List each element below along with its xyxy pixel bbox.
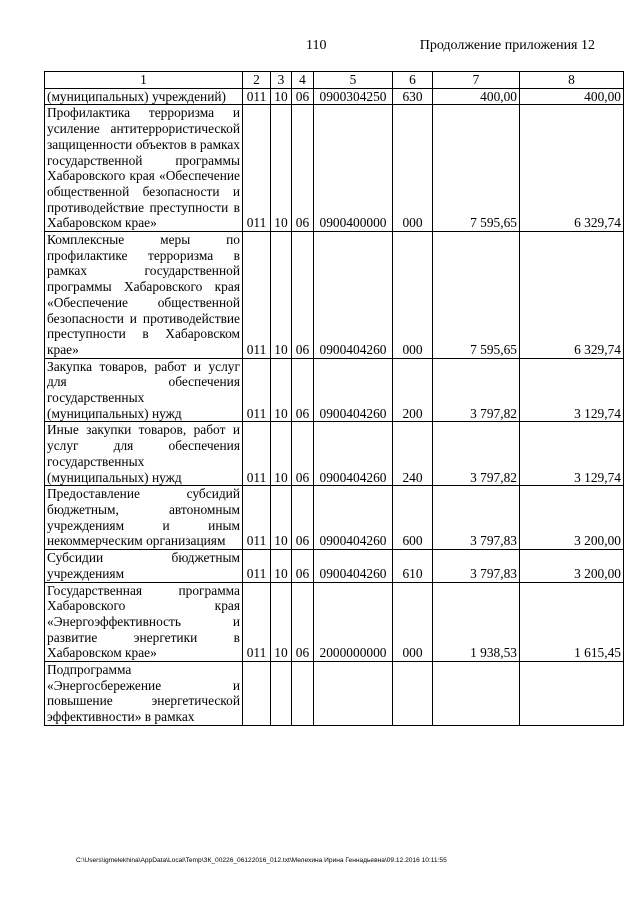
amount-cell: 3 797,83 [433,550,520,582]
section-cell: 10 [271,486,292,550]
amount-cell: 3 797,83 [433,486,520,550]
amount-cell: 3 797,82 [433,422,520,486]
target-article-cell: 0900404260 [314,550,393,582]
section-cell: 10 [271,582,292,662]
page-number: 110 [306,38,327,53]
table-row [45,582,624,662]
expense-type-cell: 600 [393,486,433,550]
subsection-cell: 06 [292,422,314,486]
section-cell: 10 [271,105,292,232]
section-cell [271,662,292,726]
amount-cell: 3 129,74 [520,358,624,422]
amount-cell: 400,00 [433,88,520,105]
target-article-cell: 0900304250 [314,88,393,105]
expense-type-cell: 000 [393,582,433,662]
amount-cell [520,662,624,726]
expense-type-cell: 000 [393,105,433,232]
amount-cell: 3 200,00 [520,550,624,582]
column-header: 2 [243,72,271,89]
ministry-code-cell: 011 [243,582,271,662]
amount-cell: 3 797,82 [433,358,520,422]
subsection-cell [292,662,314,726]
amount-cell: 7 595,65 [433,232,520,359]
subsection-cell: 06 [292,486,314,550]
column-header: 7 [433,72,520,89]
expense-type-cell: 200 [393,358,433,422]
item-name-cell: Профилактика терроризма и усиление антитеррористической защищенности объектов в рамках государственной программы Хабаровского края «Обеспечение общественной безопасности и противодействие преступности в Хабаровском крае» [45,105,243,232]
column-header-row [45,72,624,89]
amount-cell [433,662,520,726]
section-cell: 10 [271,232,292,359]
budget-table [44,71,624,726]
item-name-cell: Субсидии бюджетным учреждениям [45,550,243,582]
amount-cell: 3 129,74 [520,422,624,486]
item-name-cell: Подпрограмма «Энергосбережение и повышение энергетической эффективности» в рамках [45,662,243,726]
column-header: 4 [292,72,314,89]
subsection-cell: 06 [292,582,314,662]
table-row [45,232,624,359]
ministry-code-cell: 011 [243,88,271,105]
amount-cell: 6 329,74 [520,232,624,359]
column-header: 6 [393,72,433,89]
file-path-footer: C:\Users\igmelekhina\AppData\Local\Temp\ЗК_00226_06122016_012.txt\Мелехина Ирина Геннадьевна\09.12.2016 10:11:55 [76,857,447,864]
table-row [45,105,624,232]
column-header: 3 [271,72,292,89]
subsection-cell: 06 [292,550,314,582]
target-article-cell: 0900404260 [314,422,393,486]
ministry-code-cell: 011 [243,422,271,486]
amount-cell: 1 938,53 [433,582,520,662]
amount-cell: 6 329,74 [520,105,624,232]
section-cell: 10 [271,358,292,422]
table-row [45,358,624,422]
page-caption: Продолжение приложения 12 [419,38,595,53]
item-name-cell: Комплексные меры по профилактике терроризма в рамках государственной программы Хабаровского края «Обеспечение общественной безопасности и противодействие преступности в Хабаровском крае» [45,232,243,359]
amount-cell: 400,00 [520,88,624,105]
expense-type-cell: 240 [393,422,433,486]
item-name-cell: (муниципальных) учреждений) [45,88,243,105]
table-row [45,88,624,105]
section-cell: 10 [271,422,292,486]
ministry-code-cell: 011 [243,358,271,422]
subsection-cell: 06 [292,105,314,232]
subsection-cell: 06 [292,232,314,359]
table-row [45,662,624,726]
expense-type-cell: 000 [393,232,433,359]
table-row [45,486,624,550]
subsection-cell: 06 [292,358,314,422]
target-article-cell [314,662,393,726]
ministry-code-cell: 011 [243,486,271,550]
subsection-cell: 06 [292,88,314,105]
ministry-code-cell: 011 [243,232,271,359]
section-cell: 10 [271,550,292,582]
column-header: 8 [520,72,624,89]
amount-cell: 3 200,00 [520,486,624,550]
ministry-code-cell: 011 [243,550,271,582]
item-name-cell: Государственная программа Хабаровского края «Энергоэффективность и развитие энергетики в Хабаровском крае» [45,582,243,662]
table-row [45,550,624,582]
table-row [45,422,624,486]
ministry-code-cell: 011 [243,105,271,232]
column-header: 1 [45,72,243,89]
target-article-cell: 0900404260 [314,358,393,422]
target-article-cell: 0900400000 [314,105,393,232]
expense-type-cell [393,662,433,726]
item-name-cell: Закупка товаров, работ и услуг для обеспечения государственных (муниципальных) нужд [45,358,243,422]
table-body [45,88,624,725]
target-article-cell: 2000000000 [314,582,393,662]
column-header: 5 [314,72,393,89]
expense-type-cell: 630 [393,88,433,105]
expense-type-cell: 610 [393,550,433,582]
target-article-cell: 0900404260 [314,486,393,550]
target-article-cell: 0900404260 [314,232,393,359]
ministry-code-cell [243,662,271,726]
item-name-cell: Предоставление субсидий бюджетным, автономным учреждениям и иным некоммерческим организациям [45,486,243,550]
section-cell: 10 [271,88,292,105]
amount-cell: 1 615,45 [520,582,624,662]
amount-cell: 7 595,65 [433,105,520,232]
item-name-cell: Иные закупки товаров, работ и услуг для обеспечения государственных (муниципальных) нужд [45,422,243,486]
